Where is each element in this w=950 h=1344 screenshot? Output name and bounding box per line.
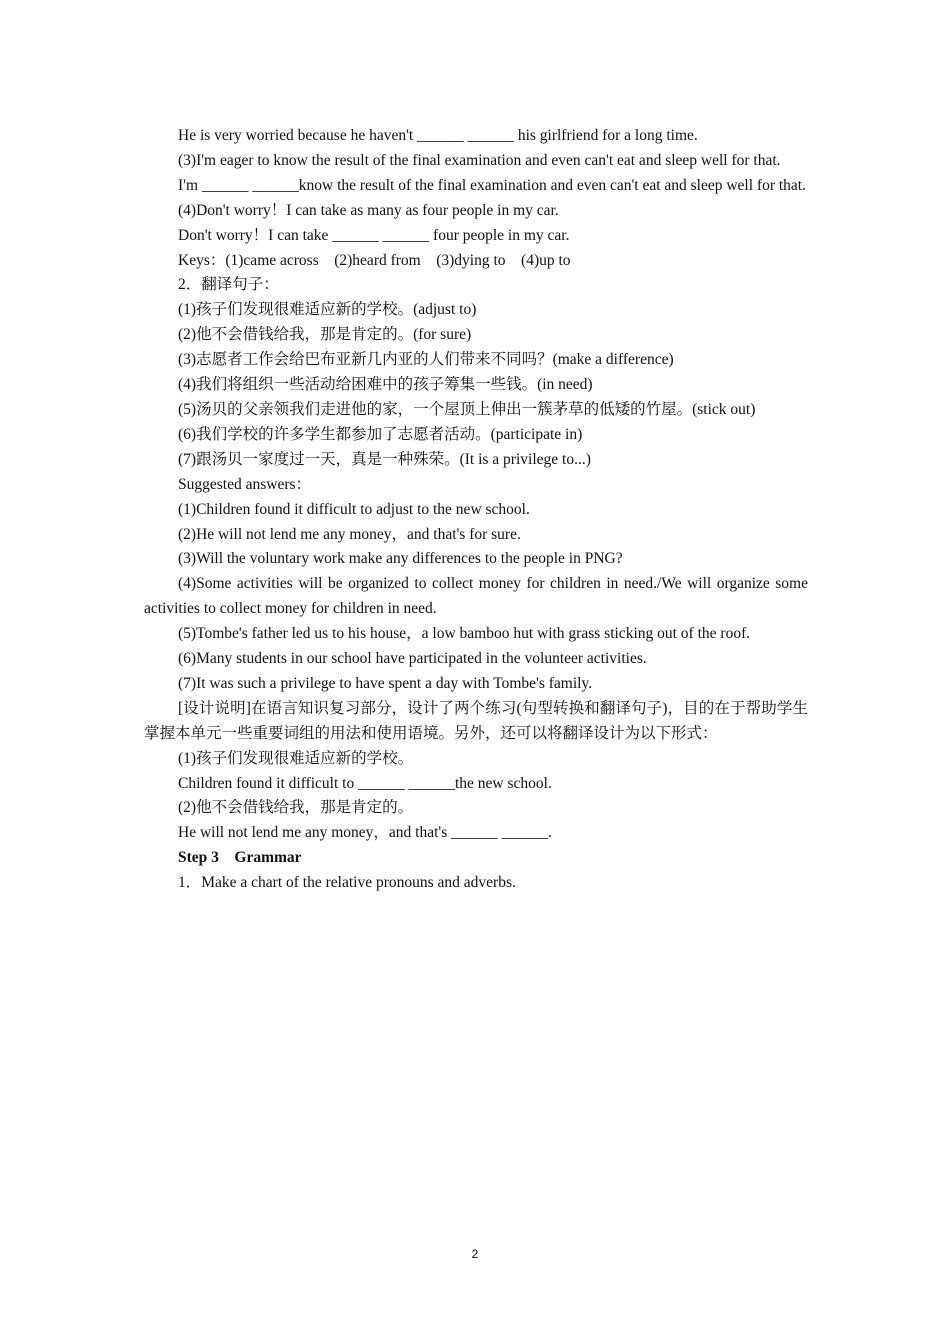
text-line: (2)He will not lend me any money，and that's for sure.: [178, 525, 521, 543]
text-line: I'm ______ ______know the result of the final examination and even can't eat and sleep well for that.: [178, 176, 806, 194]
text-line: Children found it difficult to ______ ______the new school.: [178, 774, 552, 792]
text-line: (6)Many students in our school have participated in the volunteer activities.: [178, 650, 647, 668]
page-body: [144, 124, 808, 896]
text-line: (1)Children found it difficult to adjust to the new school.: [178, 500, 530, 518]
text-line: (2)他不会借钱给我，那是肯定的。: [178, 799, 414, 817]
text-line: (4)我们将组织一些活动给困难中的孩子筹集一些钱。(in need): [178, 376, 593, 394]
answer-keys: Keys：(1)came across (2)heard from (3)dying to (4)up to: [178, 251, 571, 269]
text-line: (3)志愿者工作会给巴布亚新几内亚的人们带来不同吗？(make a difference): [178, 351, 674, 369]
text-line: (4)Don't worry！I can take as many as four people in my car.: [178, 201, 559, 219]
text-line: Suggested answers：: [178, 475, 312, 493]
text-line: (7)It was such a privilege to have spent a day with Tombe's family.: [178, 674, 593, 692]
text-line: 1．Make a chart of the relative pronouns and adverbs.: [178, 874, 516, 892]
section-heading: 2．翻译句子：: [178, 276, 279, 294]
text-line: (3)I'm eager to know the result of the final examination and even can't eat and sleep well for that.: [178, 151, 781, 169]
text-line: (1)孩子们发现很难适应新的学校。: [178, 749, 414, 767]
text-line: He is very worried because he haven't ______ ______ his girlfriend for a long time.: [178, 127, 698, 144]
text-line: (5)Tombe's father led us to his house，a low bamboo hut with grass sticking out of the roof.: [178, 625, 751, 643]
text-line: (7)跟汤贝一家度过一天，真是一种殊荣。(It is a privilege to...): [178, 450, 591, 468]
design-note: [设计说明]在语言知识复习部分，设计了两个练习(句型转换和翻译句子)，目的在于帮助学生掌握本单元一些重要词组的用法和使用语境。另外，还可以将翻译设计为以下形式：: [144, 699, 808, 742]
step-heading: Step 3 Grammar: [178, 849, 302, 867]
text-line: (1)孩子们发现很难适应新的学校。(adjust to): [178, 301, 477, 319]
text-line: (6)我们学校的许多学生都参加了志愿者活动。(participate in): [178, 425, 583, 443]
text-line: (5)汤贝的父亲领我们走进他的家，一个屋顶上伸出一簇茅草的低矮的竹屋。(stick out): [178, 400, 756, 418]
text-line: (4)Some activities will be organized to collect money for children in need./We will organize some activities to collect money for children in need.: [144, 575, 808, 618]
text-line: He will not lend me any money，and that's ______ ______.: [178, 824, 552, 842]
text-line: (2)他不会借钱给我，那是肯定的。(for sure): [178, 326, 472, 344]
text-line: (3)Will the voluntary work make any differences to the people in PNG?: [178, 550, 623, 568]
text-line: Don't worry！I can take ______ ______ four people in my car.: [178, 226, 570, 244]
page-number: 2: [471, 1247, 479, 1261]
